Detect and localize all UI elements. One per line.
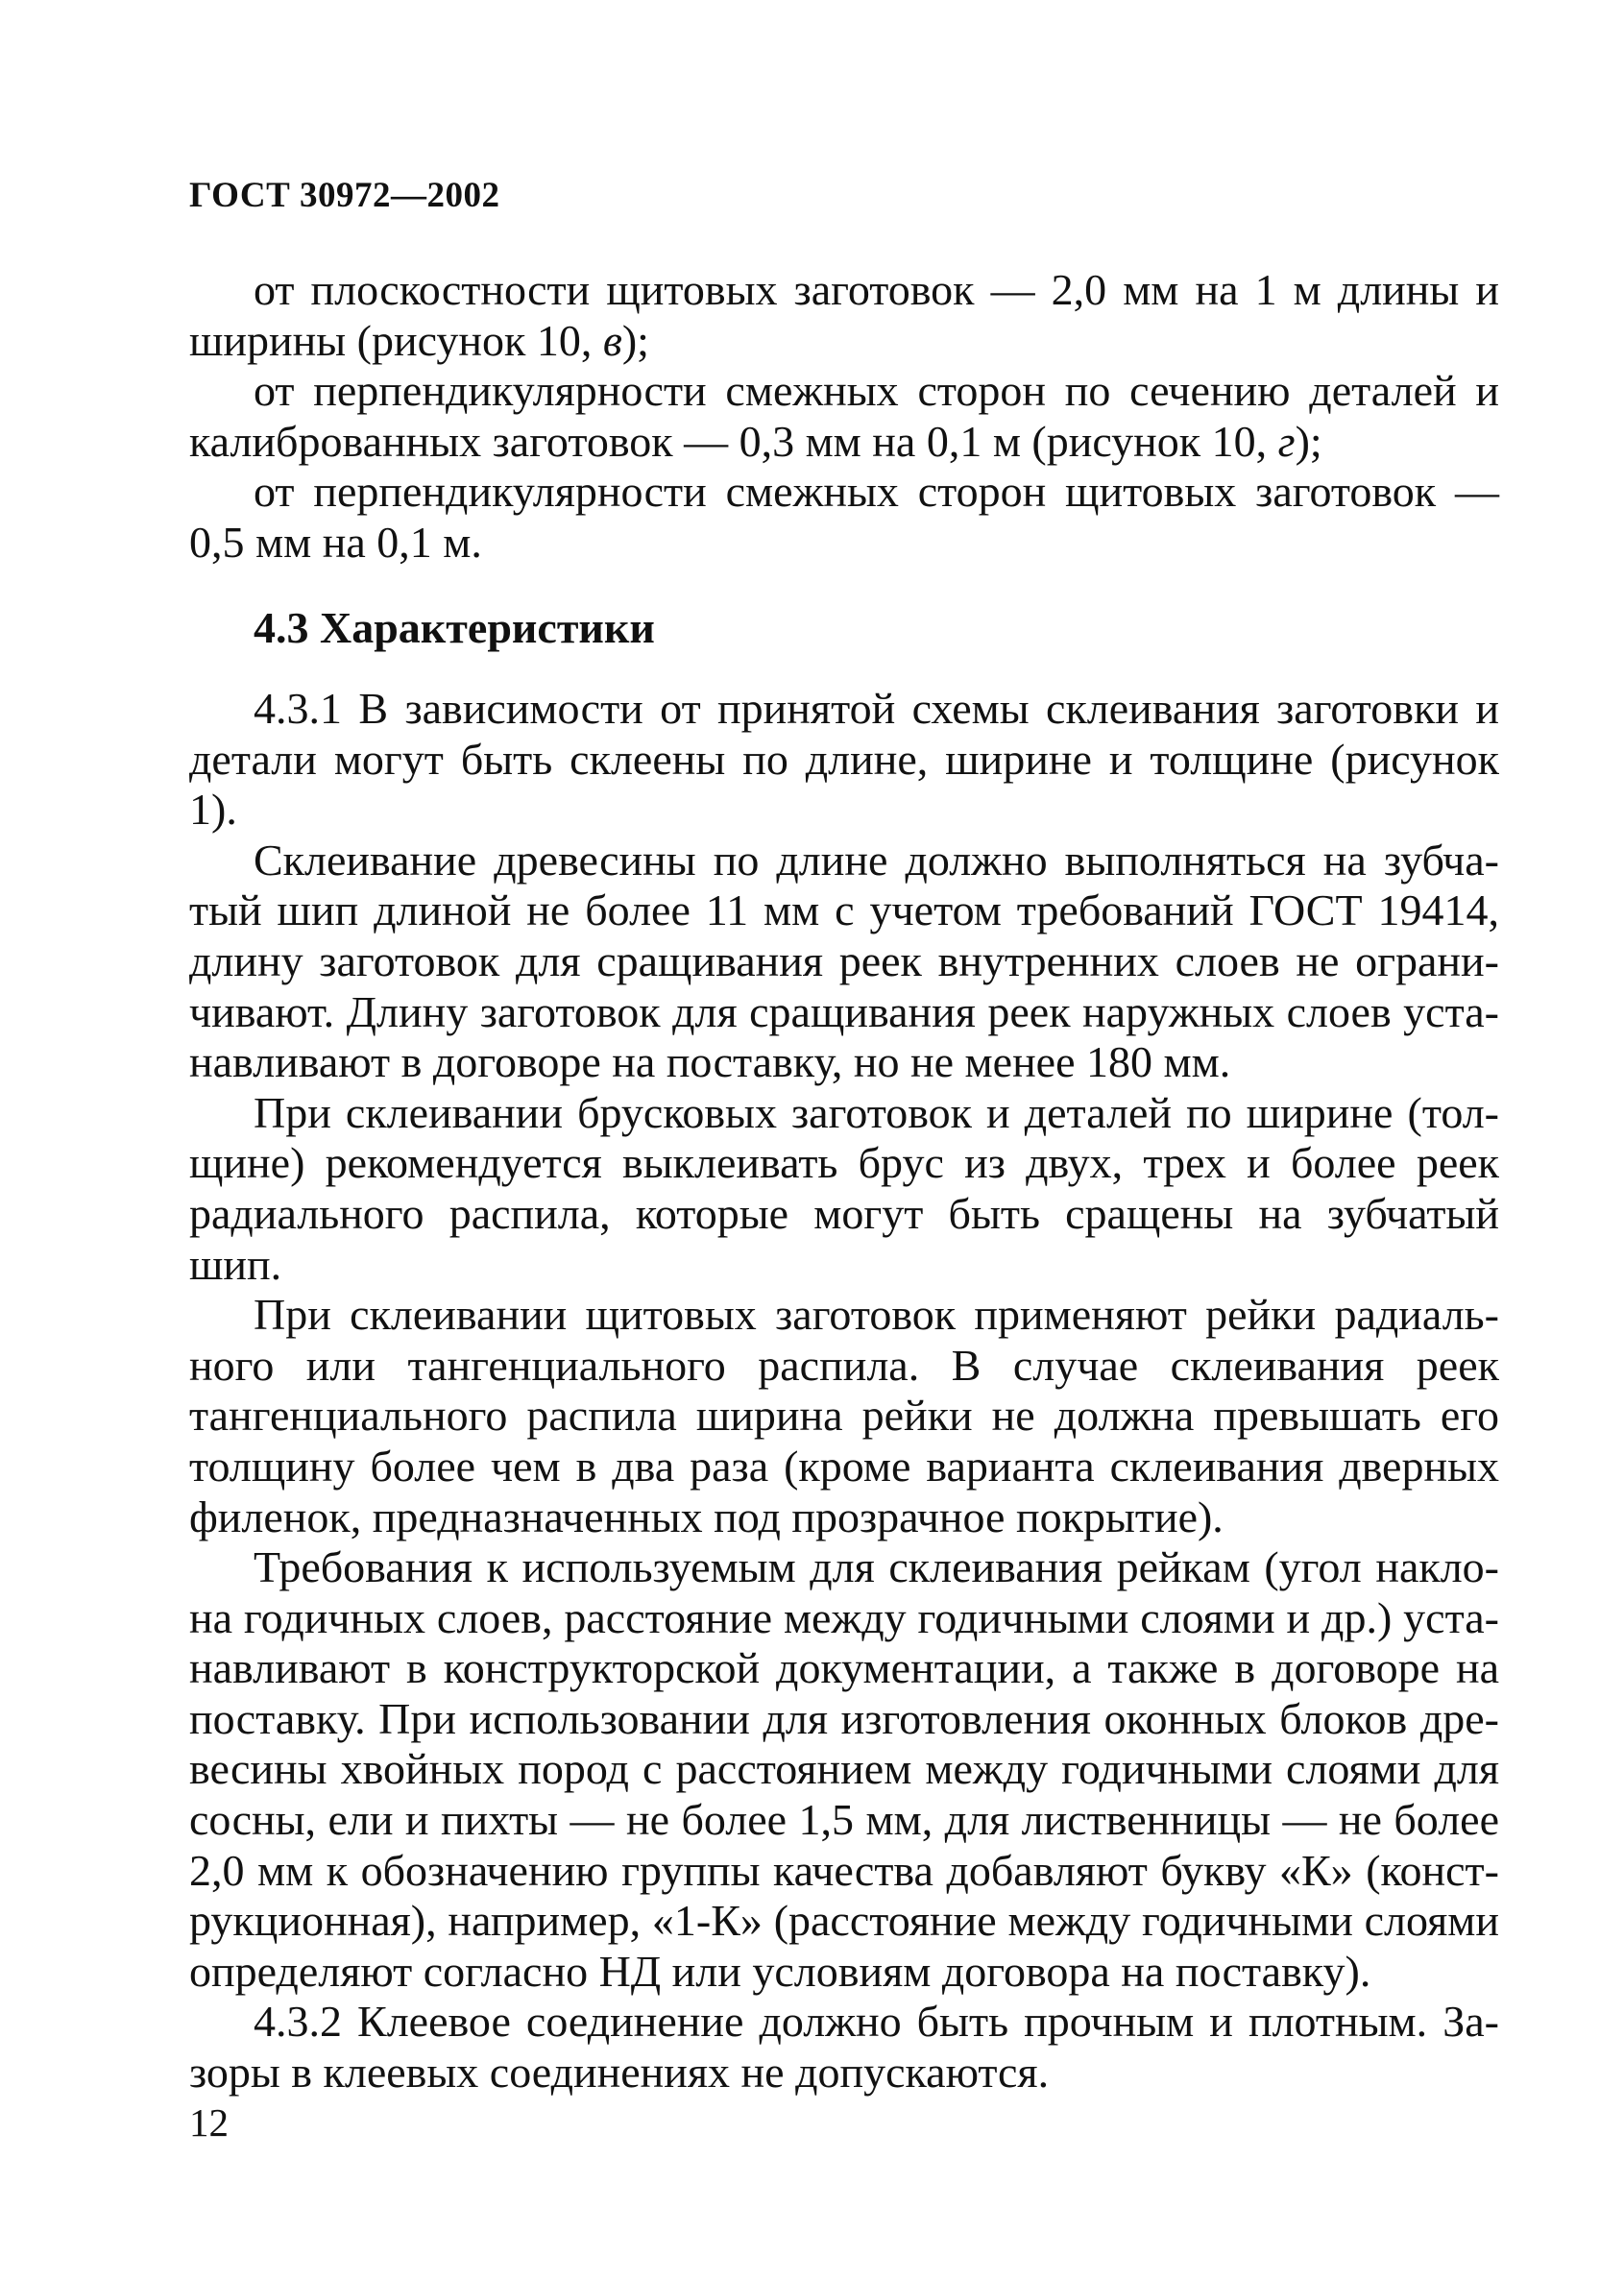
paragraph-flatness-end: ); (621, 315, 649, 365)
paragraph-flatness-text: от плоскостности щитовых заготовок — 2,0 мм на 1 м длины и ширины (рисунок 10, (189, 265, 1499, 365)
section-title: 4.3 Характеристики (254, 603, 655, 652)
page-number: 12 (189, 2100, 229, 2145)
paragraph-4-3-1: 4.3.1 В зависимости от принятой схемы склеивания заготовки и детали могут быть склеены по длине, ширине и толщине (рисунок 1). (189, 684, 1499, 835)
paragraph-perpendicularity-section-text: от перпендикулярности смежных сторон по сечению деталей и калиброванных заготовок — 0,3 мм на 0,1 м (рисунок 10, (189, 366, 1499, 466)
paragraph-4-3-2: 4.3.2 Клеевое соединение должно быть прочным и плотным. Зазоры в клеевых соединениях не допускаются. (189, 1997, 1499, 2098)
tolerance-list (189, 265, 1499, 569)
paragraph-slat-requirements: Требования к используемым для склеивания рейкам (угол наклона годичных слоев, расстояние между годичными слоями и др.) устанавливают в конструкторской документации, а также в договоре на поставку. При использовании для изготовления оконных блоков древесины хвойных пород с расстоянием между годичными слоями для сосны, ели и пихты — не более 1,5 мм, для лиственницы — не более 2,0 мм к обозначению группы качества добавляют букву «К» (конструкционная), например, «1-К» (расстояние между годичными слоями определяют согласно НД или условиям договора на поставку). (189, 1542, 1499, 1996)
paragraph-perpendicularity-section (189, 366, 1499, 467)
paragraph-perpendicularity-section-end: ); (1295, 416, 1322, 466)
paragraph-flatness (189, 265, 1499, 366)
paragraph-length-gluing: Склеивание древесины по длине должно выполняться на зубчатый шип длиной не более 11 мм с учетом требований ГОСТ 19414, длину заготовок для сращивания реек внутренних слоев не ограничивают. Длину заготовок для сращивания реек наружных слоев устанавливают в договоре на поставку, но не менее 180 мм. (189, 835, 1499, 1087)
characteristics-body (189, 684, 1499, 2098)
paragraph-bar-gluing: При склеивании брусковых заготовок и деталей по ширине (толщине) рекомендуется выклеивать брус из двух, трех и более реек радиального распила, которые могут быть сращены на зубчатый шип. (189, 1087, 1499, 1289)
document-header: ГОСТ 30972—2002 (189, 176, 500, 215)
figure-ref-v: в (602, 315, 622, 365)
paragraph-panel-gluing: При склеивании щитовых заготовок применяют рейки радиального или тангенциального распила. В случае склеивания реек тангенциального распила ширина рейки не должна превышать его толщину более чем в два раза (кроме варианта склеивания дверных филенок, предназначенных под прозрачное покрытие). (189, 1290, 1499, 1541)
paragraph-perpendicularity-panel: от перпендикулярности смежных сторон щитовых заготовок — 0,5 мм на 0,1 м. (189, 467, 1499, 567)
figure-ref-g: г (1277, 416, 1296, 466)
